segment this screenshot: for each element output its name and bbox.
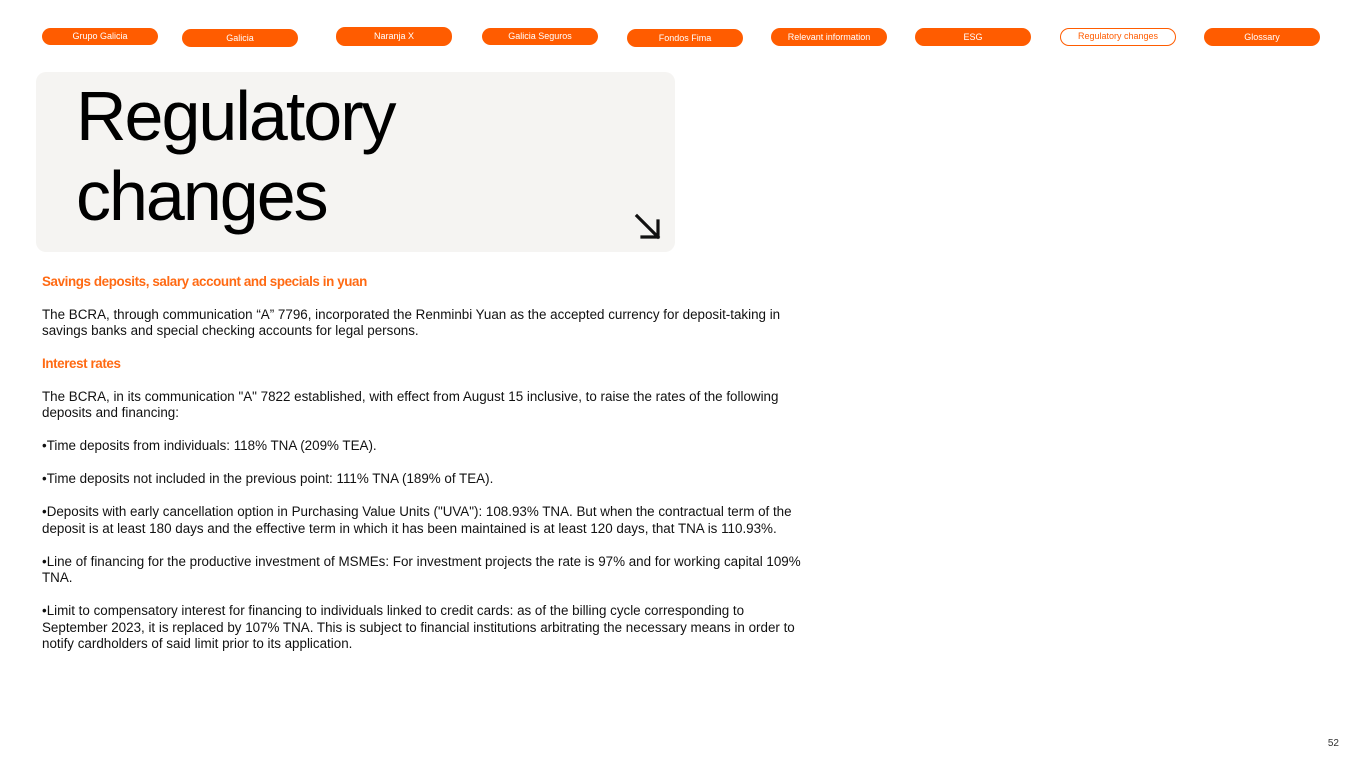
interest-bullet: •Time deposits not included in the previous point: 111% TNA (189% of TEA). bbox=[42, 471, 494, 486]
interest-intro: The BCRA, in its communication "A" 7822 established, with effect from August 15 inclusive, to raise the rates of the following deposits and financing: bbox=[42, 388, 779, 420]
title-card bbox=[36, 72, 675, 252]
nav-fondos-fima[interactable]: Fondos Fima bbox=[627, 29, 743, 47]
interest-bullet: •Time deposits from individuals: 118% TNA (209% TEA). bbox=[42, 438, 377, 453]
savings-body: The BCRA, through communication “A” 7796, incorporated the Renminbi Yuan as the accepted currency for deposit-taking in savings banks and special checking accounts for legal persons. bbox=[42, 306, 781, 338]
interest-bullet: •Deposits with early cancellation option in Purchasing Value Units ("UVA"): 108.93% TNA. But when the contractual term of the deposit is at least 180 days and the effective term in which it has been maintained is at least 120 days, that TNA is 110.93%. bbox=[42, 504, 792, 536]
page-title-line2: changes bbox=[76, 157, 327, 235]
nav-grupo-galicia[interactable]: Grupo Galicia bbox=[42, 28, 158, 45]
nav-galicia[interactable]: Galicia bbox=[182, 29, 298, 47]
interest-bullet: •Limit to compensatory interest for financing to individuals linked to credit cards: as of the billing cycle corresponding to September 2023, it is replaced by 107% TNA. This is subject to financial institutions arbitrating the necessary means in order to notify cardholders of said limit prior to its application. bbox=[42, 603, 795, 651]
top-navigation bbox=[0, 0, 1365, 60]
page-title bbox=[76, 76, 636, 236]
nav-galicia-seguros[interactable]: Galicia Seguros bbox=[482, 28, 598, 45]
interest-heading: Interest rates bbox=[42, 356, 121, 371]
nav-relevant-information[interactable]: Relevant information bbox=[771, 28, 887, 46]
nav-glossary[interactable]: Glossary bbox=[1204, 28, 1320, 46]
page-title-line1: Regulatory bbox=[76, 77, 395, 155]
savings-heading: Savings deposits, salary account and specials in yuan bbox=[42, 274, 367, 289]
nav-regulatory-changes[interactable]: Regulatory changes bbox=[1060, 28, 1176, 46]
nav-naranja-x[interactable]: Naranja X bbox=[336, 27, 452, 46]
interest-bullet: •Line of financing for the productive investment of MSMEs: For investment projects the rate is 97% and for working capital 109% TNA. bbox=[42, 553, 801, 585]
page-number: 52 bbox=[1327, 738, 1339, 749]
arrow-down-right-icon bbox=[631, 210, 665, 244]
nav-esg[interactable]: ESG bbox=[915, 28, 1031, 46]
content-body bbox=[42, 274, 812, 669]
